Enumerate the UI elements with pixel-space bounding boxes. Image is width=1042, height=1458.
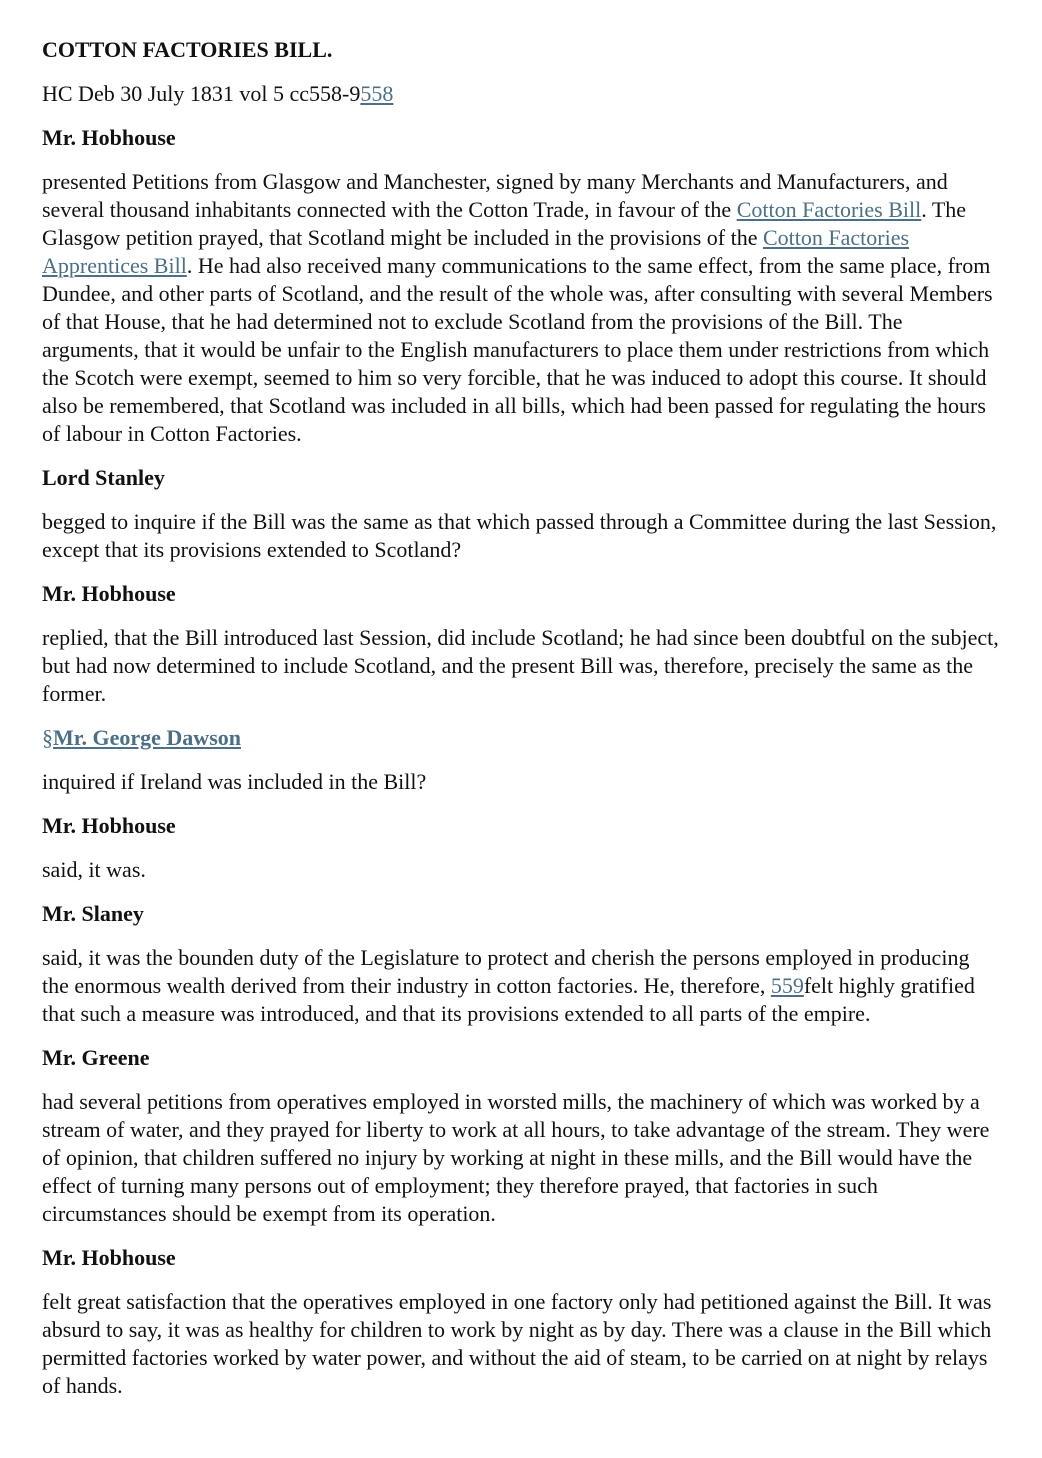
speech-text: inquired if Ireland was included in the Bill? (42, 769, 427, 794)
speech-segment: felt highly gratified that such a measure was introduced, and that its provisions extended to all parts of the empire. (42, 973, 975, 1026)
citation-text: HC Deb 30 July 1831 vol 5 cc558-9 (42, 81, 361, 106)
speech-text: replied, that the Bill introduced last Session, did include Scotland; he had since been doubtful on the subject, but had now determined to include Scotland, and the present Bill was, therefore, precisely the same as the former. (42, 625, 999, 706)
speech-text: begged to inquire if the Bill was the same as that which passed through a Committee during the last Session, except that its provisions extended to Scotland? (42, 509, 997, 562)
speech-segment: presented Petitions from Glasgow and Manchester, signed by many Merchants and Manufacturers, and several thousand inhabitants connected with the Cotton Trade, in favour of the (42, 169, 948, 222)
speaker-name: Lord Stanley (42, 465, 165, 490)
cotton-factories-apprentices-bill-link[interactable]: Cotton Factories Apprentices Bill (42, 225, 910, 278)
citation (42, 80, 1000, 108)
speech-text: had several petitions from operatives employed in worsted mills, the machinery of which was worked by a stream of water, and they prayed for liberty to work at all hours, to take advantage of the stream. They were of opinion, that children suffered no injury by working at night in these mills, and the Bill would have the effect of turning many persons out of employment; they therefore prayed, that factories in such circumstances should be exempt from its operation. (42, 1089, 990, 1226)
speaker-name: Mr. Greene (42, 1045, 150, 1070)
speaker-name: Mr. Hobhouse (42, 125, 176, 150)
column-558-link[interactable]: 558 (360, 81, 394, 106)
section-anchor-link[interactable]: § (42, 725, 53, 750)
speech-text: said, it was. (42, 857, 146, 882)
column-559-link[interactable]: 559 (770, 973, 804, 998)
speech-text (42, 168, 1000, 448)
speaker-link-george-dawson[interactable]: Mr. George Dawson (53, 725, 241, 750)
speaker-name: Mr. Hobhouse (42, 813, 176, 838)
page-title: COTTON FACTORIES BILL. (42, 37, 333, 62)
speaker-name: Mr. Hobhouse (42, 1245, 176, 1270)
speech-segment: . He had also received many communications to the same effect, from the same place, from Dundee, and other parts of Scotland, and the result of the whole was, after consulting with several Members of that House, that he had determined not to exclude Scotland from the provisions of the Bill. The arguments, that it would be unfair to the English manufacturers to place them under restrictions from which the Scotch were exempt, seemed to him so very forcible, that he was induced to adopt this course. It should also be remembered, that Scotland was included in all bills, which had been passed for regulating the hours of labour in Cotton Factories. (42, 253, 993, 446)
speaker-name: Mr. Slaney (42, 901, 144, 926)
speech-text (42, 944, 1000, 1028)
speech-text: felt great satisfaction that the operatives employed in one factory only had petitioned against the Bill. It was absurd to say, it was as healthy for children to work by night as by day. There was a clause in the Bill which permitted factories worked by water power, and without the aid of steam, to be carried on at night by relays of hands. (42, 1289, 992, 1398)
cotton-factories-bill-link[interactable]: Cotton Factories Bill (736, 197, 922, 222)
speaker-name: Mr. Hobhouse (42, 581, 176, 606)
speech-segment: . The Glasgow petition prayed, that Scotland might be included in the provisions of the (42, 197, 967, 250)
speaker-name (42, 724, 1000, 752)
speech-segment: said, it was the bounden duty of the Legislature to protect and cherish the persons employed in producing the enormous wealth derived from their industry in cotton factories. He, therefore, (42, 945, 970, 998)
